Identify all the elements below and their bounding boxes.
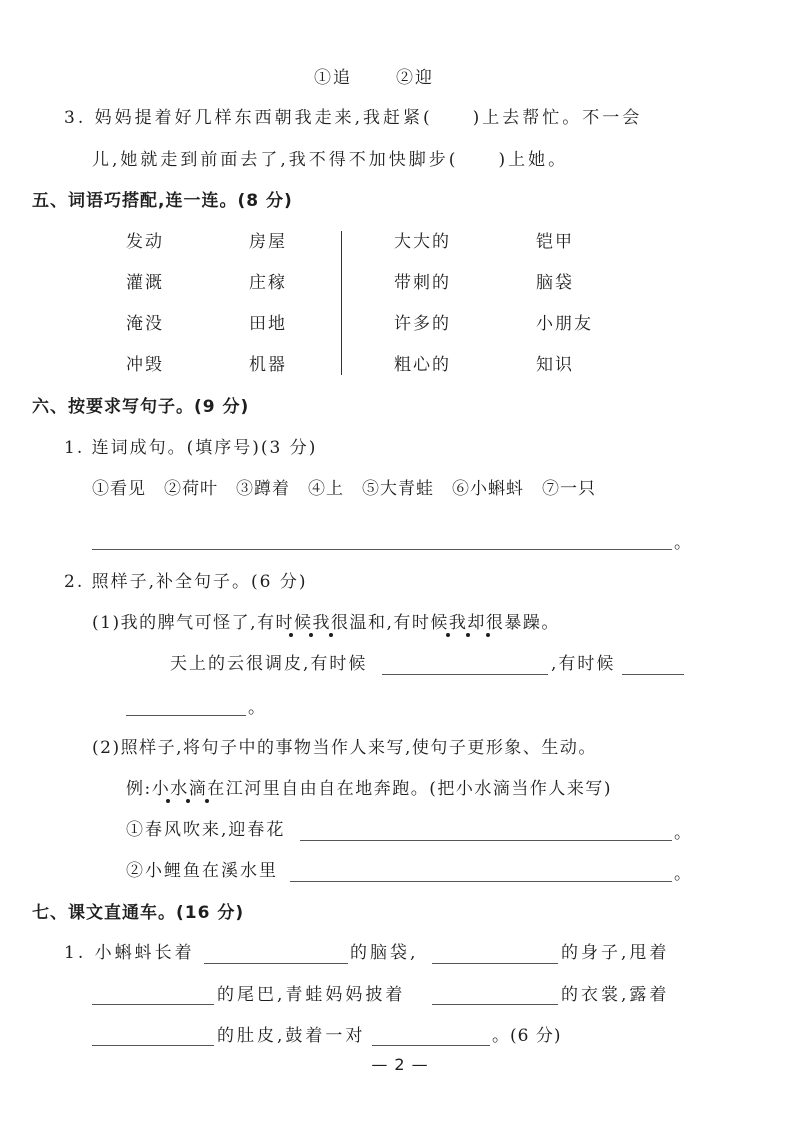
- column-divider: [341, 231, 342, 375]
- s7-blank-5[interactable]: [92, 1045, 214, 1046]
- s5-right1-2: 许多的: [394, 314, 451, 334]
- s5-right1-1: 带刺的: [394, 273, 451, 293]
- s5-right1-3: 粗心的: [394, 355, 451, 375]
- section-7-title: 七、课文直通车。(16 分): [32, 903, 245, 923]
- q4-3-line1: 3. 妈妈提着好几样东西朝我走来,我赶紧( )上去帮忙。不一会: [64, 108, 643, 128]
- s6-q2-2-b: ②小鲤鱼在溪水里: [126, 861, 278, 881]
- s7-blank-2[interactable]: [432, 963, 558, 964]
- s7-blank-1[interactable]: [204, 963, 348, 964]
- emphasis-dot: [329, 633, 333, 637]
- s5-right2-1: 脑袋: [536, 273, 574, 293]
- s5-left2-2: 田地: [249, 314, 287, 334]
- emphasis-dot: [466, 633, 470, 637]
- s6-q1-words: ①看见 ②荷叶 ③蹲着 ④上 ⑤大青蛙 ⑥小蝌蚪 ⑦一只: [92, 479, 596, 499]
- s6-q2-2-blank-b[interactable]: [290, 881, 672, 882]
- option-2: ②迎: [396, 68, 434, 88]
- s5-right2-0: 铠甲: [536, 232, 574, 252]
- s6-q2-1-end: 。: [248, 698, 267, 718]
- section-6-title: 六、按要求写句子。(9 分): [32, 397, 250, 417]
- s7-line3-b: 。(6 分): [492, 1026, 562, 1046]
- s7-line3-a: 的肚皮,鼓着一对: [217, 1026, 366, 1046]
- s7-blank-3[interactable]: [92, 1004, 214, 1005]
- s7-blank-4[interactable]: [432, 1004, 558, 1005]
- s6-q1-answer-line[interactable]: [92, 549, 672, 550]
- s7-line1-a: 1. 小蝌蚪长着: [64, 943, 195, 963]
- s7-blank-6[interactable]: [372, 1045, 490, 1046]
- option-1: ①追: [314, 68, 352, 88]
- s6-q2-1-example: (1)我的脾气可怪了,有时候我很温和,有时候我却很暴躁。: [92, 613, 560, 633]
- s7-line2-a: 的尾巴,青蛙妈妈披着: [217, 985, 406, 1005]
- s7-line2-b: 的衣裳,露着: [561, 985, 670, 1005]
- page-number: — 2 —: [371, 1055, 429, 1074]
- s6-q1-end: 。: [674, 533, 693, 553]
- s6-q2-2-end-a: 。: [674, 823, 693, 843]
- s5-right1-0: 大大的: [394, 232, 451, 252]
- s5-left1-2: 淹没: [126, 314, 164, 334]
- s5-left2-1: 庄稼: [249, 273, 287, 293]
- s6-q2-1-blank-2[interactable]: [622, 674, 684, 675]
- emphasis-dot: [486, 633, 490, 637]
- emphasis-dot: [166, 799, 170, 803]
- s6-q2-1-blank-1[interactable]: [382, 674, 548, 675]
- s5-left1-1: 灌溉: [126, 273, 164, 293]
- s6-q2-1-prompt-b: ,有时候: [551, 654, 616, 674]
- s6-q2-2-blank-a[interactable]: [300, 840, 672, 841]
- s6-q2-1-blank-3[interactable]: [126, 715, 246, 716]
- s5-right2-3: 知识: [536, 355, 574, 375]
- s5-left1-3: 冲毁: [126, 355, 164, 375]
- section-5-title: 五、词语巧搭配,连一连。(8 分): [32, 191, 293, 211]
- emphasis-dot: [446, 633, 450, 637]
- s7-line1-b: 的脑袋,: [350, 943, 419, 963]
- s6-q2-1-prompt-a: 天上的云很调皮,有时候: [170, 654, 368, 674]
- s6-q2-2-end-b: 。: [674, 864, 693, 884]
- emphasis-dot: [205, 799, 209, 803]
- s6-q2-2-example: 例:小水滴在江河里自由自在地奔跑。(把小水滴当作人来写): [126, 779, 612, 799]
- emphasis-dot: [186, 799, 190, 803]
- s6-q2-title: 2. 照样子,补全句子。(6 分): [64, 572, 308, 592]
- s5-right2-2: 小朋友: [536, 314, 593, 334]
- s7-line1-c: 的身子,甩着: [561, 943, 670, 963]
- s6-q2-2-title: (2)照样子,将句子中的事物当作人来写,使句子更形象、生动。: [92, 738, 597, 758]
- emphasis-dot: [289, 633, 293, 637]
- q4-3-line2: 儿,她就走到前面去了,我不得不加快脚步( )上她。: [92, 150, 569, 170]
- emphasis-dot: [309, 633, 313, 637]
- s5-left1-0: 发动: [126, 232, 164, 252]
- s6-q1-title: 1. 连词成句。(填序号)(3 分): [64, 438, 318, 458]
- s5-left2-0: 房屋: [249, 232, 287, 252]
- s5-left2-3: 机器: [249, 355, 287, 375]
- s6-q2-2-a: ①春风吹来,迎春花: [126, 820, 286, 840]
